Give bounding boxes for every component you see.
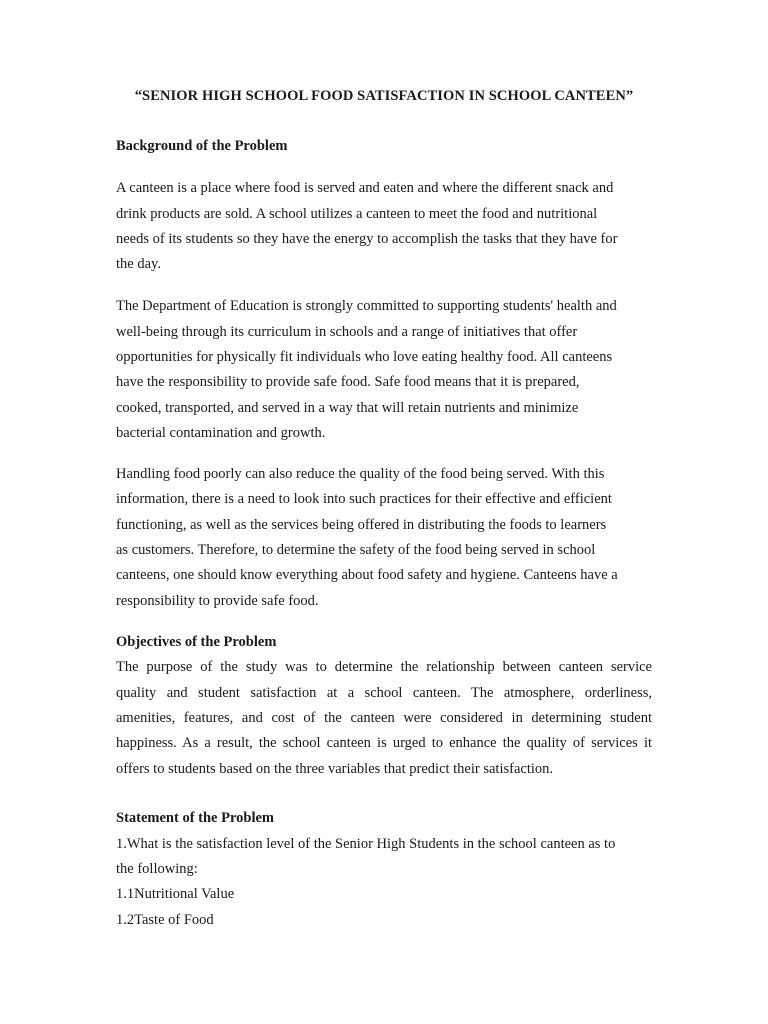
paragraph-line: responsibility to provide safe food. xyxy=(116,593,319,609)
paragraph-line: quality and student satisfaction at a school canteen. The atmosphere, orderliness, xyxy=(116,685,652,701)
paragraph-line: canteens, one should know everything about food safety and hygiene. Canteens have a xyxy=(116,567,618,583)
paragraph-line: amenities, features, and cost of the canteen were considered in determining student xyxy=(116,710,652,726)
paragraph-line: well-being through its curriculum in schools and a range of initiatives that offer xyxy=(116,324,578,340)
paragraph-line: offers to students based on the three variables that predict their satisfaction. xyxy=(116,761,554,777)
paragraph-line: functioning, as well as the services being offered in distributing the foods to learners xyxy=(116,517,607,533)
paragraph-line: opportunities for physically fit individuals who love eating healthy food. All canteens xyxy=(116,349,613,365)
paragraph-line: the day. xyxy=(116,256,161,272)
list-item: the following: xyxy=(116,861,198,877)
list-item: 1.2Taste of Food xyxy=(116,912,214,928)
paragraph-line: have the responsibility to provide safe food. Safe food means that it is prepared, xyxy=(116,374,580,390)
document-title: “SENIOR HIGH SCHOOL FOOD SATISFACTION IN SCHOOL CANTEEN” xyxy=(134,88,634,104)
paragraph-line: information, there is a need to look into such practices for their effective and efficient xyxy=(116,491,612,507)
paragraph-line: cooked, transported, and served in a way that will retain nutrients and minimize xyxy=(116,400,579,416)
list-item: 1.What is the satisfaction level of the Senior High Students in the school canteen as to xyxy=(116,836,616,852)
paragraph-line: Handling food poorly can also reduce the quality of the food being served. With this xyxy=(116,466,605,482)
section-heading-objectives: Objectives of the Problem xyxy=(116,634,277,650)
paragraph-line: as customers. Therefore, to determine the safety of the food being served in school xyxy=(116,542,596,558)
section-heading-background: Background of the Problem xyxy=(116,138,288,154)
paragraph-line: bacterial contamination and growth. xyxy=(116,425,326,441)
section-heading-statement: Statement of the Problem xyxy=(116,810,274,826)
list-item: 1.1Nutritional Value xyxy=(116,886,235,902)
paragraph-line: needs of its students so they have the energy to accomplish the tasks that they have for xyxy=(116,231,618,247)
paragraph-line: happiness. As a result, the school canteen is urged to enhance the quality of services it xyxy=(116,735,652,751)
paragraph-line: drink products are sold. A school utilizes a canteen to meet the food and nutritional xyxy=(116,206,598,222)
paragraph-line: The Department of Education is strongly committed to supporting students' health and xyxy=(116,298,617,314)
paragraph-line: A canteen is a place where food is served and eaten and where the different snack and xyxy=(116,180,614,196)
paragraph-line: The purpose of the study was to determine the relationship between canteen service xyxy=(116,659,652,675)
